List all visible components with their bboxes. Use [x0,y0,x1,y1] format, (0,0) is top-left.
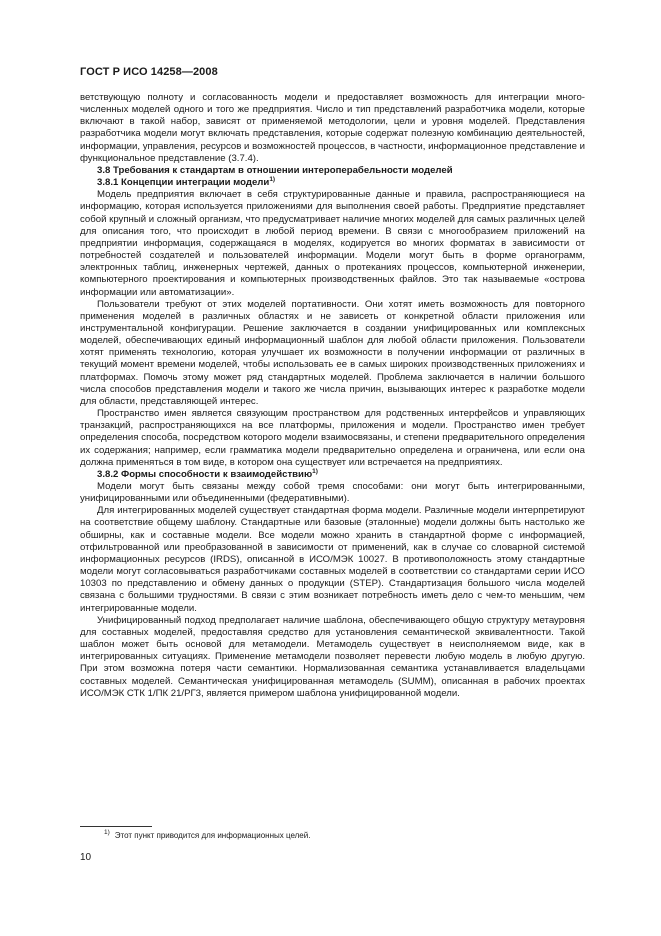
paragraph-continuation: ветствующую полноту и согласованность модели и предоставляет возможность для интеграции многочисленных моделей одного и того же предприятия. Число и тип представлений разработчика модели, которые включают в такой набор, зависят от применяемой методологии, цели и уровня моделей. Представления разработчика модели могут включать представления, которые содержат полезную комбинацию деятельностей, информации, управления, ресурсов и возможностей процессов, в частности, информационное представление и функциональное представление (3.7.4). [80,92,585,164]
footnote-text: Этот пункт приводится для информационных целей. [114,831,311,840]
page-number: 10 [80,852,92,863]
paragraph: Пользователи требуют от этих моделей портативности. Они хотят иметь возможность для повторного применения моделей в различных областях и не зависеть от конкретной области приложения или инструментальной конфигурации. Решение заключается в создании унифицированных или комплексных моделей, обеспечивающих единый информационный шаблон для любой области приложения. Пользователи хотят применять технологию, которая улучшает их возможности в получении информации от различных в текущий момент времени моделей, чтобы использовать ее в самых широких производственных приложениях и платформах. Помочь этому может ряд стандартных моделей. Проблема заключается в наличии большого числа способов представления модели и такого же числа причин, вызывающих интерес к разработке модели для области, представляющей интерес. [80,298,585,407]
paragraph: Модели могут быть связаны между собой тремя способами: они могут быть интегрированными, унифицированными или объединенными (федеративными). [80,481,585,505]
paragraph: Пространство имен является связующим пространством для родственных интерфейсов и управляющих транзакций, распространяющихся на все платформы, приложения и модели. Пространство имен требует определения способа, посредством которого модели взаимосвязаны, и степени предварительного определения их содержания; например, если грамматика модели предварительно определена и ограничена, или если она должна применяться в том виде, в котором она существует или встречается на предприятиях. [80,408,585,468]
section-heading-3-8-2 [80,469,585,481]
footnote [104,831,310,840]
paragraph: Модель предприятия включает в себя структурированные данные и правила, распространяющиеся на информацию, которая используется приложениями для выполнения своей работы. Предприятие представляет собой крупный и сложный организм, что предусматривает наличие многих моделей для самых различных целей для описания того, что происходит в любой период времени. В связи с многообразием приложений на предприятии информация, содержащаяся в моделях, кодируется во многих форматах в зависимости от потребностей создателей и пользователей информации. Модели могут быть в форме органограмм, электронных таблиц, инженерных чертежей, данных о протеканиях процессов, компьютерной инженерии, компьютерного проектирования и компьютерных производственных файлов. Это так называемые «острова информации или автоматизации». [80,189,585,298]
page-body [80,92,585,700]
heading-text: 3.8.1 Концепции интеграции модели [97,177,270,189]
document-header: ГОСТ Р ИСО 14258—2008 [80,66,218,78]
paragraph: Унифицированный подход предполагает наличие шаблона, обеспечивающего общую структуру метауровня для составных моделей, предоставляя средство для установления семантической эквивалентности. Такой шаблон может быть основой для метамодели. Метамодель существует в неисполняемом виде, как в интегрированных ситуациях. Применение метамодели позволяет перевести любую модель в любую другую. При этом возможна потеря части семантики. Нормализованная семантика устанавливается владельцами составных моделей. Семантическая унифицированная метамодель (SUMM), описанная в рабочих проектах ИСО/МЭК СТК 1/ПК 21/РГ3, является примером шаблона унифицированной модели. [80,614,585,699]
section-heading-3-8: 3.8 Требования к стандартам в отношении интероперабельности моделей [97,164,453,176]
heading-text: 3.8.2 Формы способности к взаимодействию [97,468,313,480]
footnote-ref: 1) [269,175,276,183]
footnote-divider [80,826,152,827]
paragraph: Для интегрированных моделей существует стандартная форма модели. Различные модели интерпретируют на соответствие общему шаблону. Стандартные или базовые (эталонные) модели должны быть настолько же обширны, как и составные модели. Все модели можно хранить в стандартной форме с информацией, отфильтрованной или преобразованной в зависимости от применений, как в случае со словарной системой информационных ресурсов (IRDS), описанной в ИСО/МЭК 10027. В противоположность этому стандартные модели могут согласовываться разработчиками составных моделей в соответствии со стандартами серии ИСО 10303 по представлению и обмену данных о продукции (STEP). Стандартизация большого числа моделей связана с большими трудностями. В связи с этим возникает потребность иметь дело с чем-то меньшим, чем интегрированные модели. [80,505,585,614]
footnote-mark: 1) [104,829,110,837]
section-heading-3-8-1 [80,177,585,189]
footnote-ref: 1) [312,467,318,475]
